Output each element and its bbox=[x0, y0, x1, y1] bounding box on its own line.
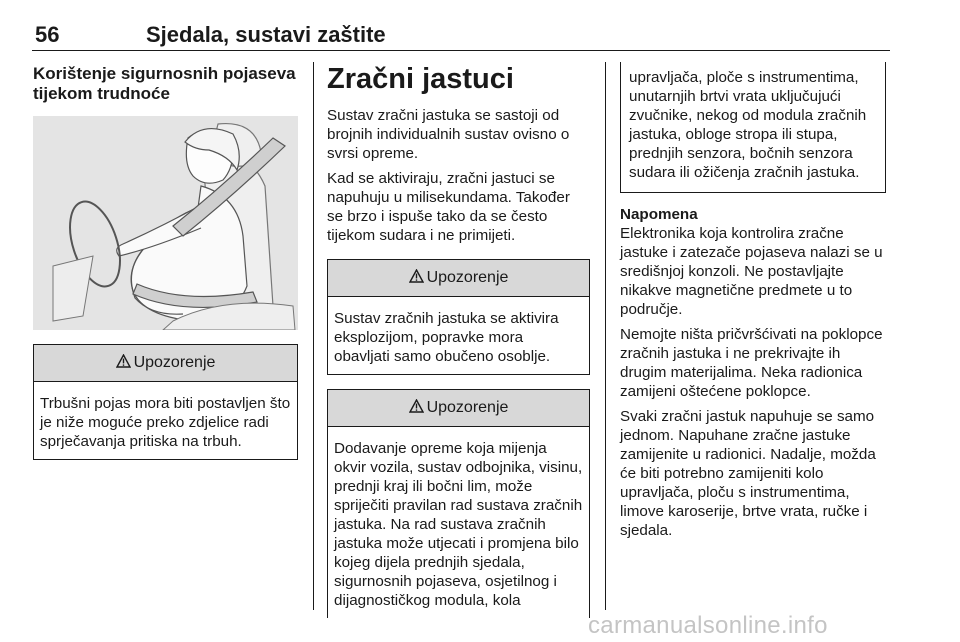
column-divider bbox=[313, 62, 314, 610]
header-rule bbox=[32, 50, 890, 51]
paragraph: Svaki zračni jastuk napuhuje se samo jednom. Napuhane zračne jastuke zamijenite u radionici. Nadalje, možda će biti potrebno zamijeniti kolo upravljača, ploču s instrumentima, limove karoserije, brtve vrata, ručke i sjedala. bbox=[620, 408, 876, 539]
paragraph: Sustav zračni jastuka se sastoji od brojnih individualnih sustav ovisno o svrsi opreme. bbox=[327, 107, 570, 162]
left-column bbox=[33, 64, 298, 460]
pregnant-woman-seatbelt-illustration bbox=[33, 116, 298, 330]
middle-column bbox=[327, 62, 590, 618]
right-column bbox=[620, 62, 886, 546]
warning-triangle-icon bbox=[116, 354, 131, 373]
warning-text: Dodavanje opreme koja mijenja okvir vozila, sustav odbojnika, visinu, prednji kraj ili bočni lim, može spriječiti pravilan rad sustava zračnih jastuka. Na rad sustava zračnih jastuka može utjecati i promjena bilo kojeg dijela prednjih sjedala, sigurnosnih pojaseva, osjetilnog i dijagnostičkog modula, kola bbox=[334, 440, 583, 609]
paragraph: Nemojte ništa pričvršćivati na poklopce zračnih jastuka i ne prekrivajte ih drugim materijalima. Neka radionica zamijeni oštećene poklopce. bbox=[620, 326, 883, 400]
chapter-title: Sjedala, sustavi zaštite bbox=[146, 22, 386, 47]
warning-title: Upozorenje bbox=[133, 354, 216, 371]
warning-header bbox=[328, 390, 589, 427]
warning-title: Upozorenje bbox=[426, 269, 509, 286]
warning-triangle-icon bbox=[409, 269, 424, 288]
warning-box bbox=[33, 344, 298, 460]
page-number: 56 bbox=[35, 22, 60, 47]
note-title: Napomena bbox=[620, 206, 698, 223]
watermark: carmanualsonline.info bbox=[588, 612, 828, 639]
warning-title: Upozorenje bbox=[426, 399, 509, 416]
page-header bbox=[32, 22, 932, 50]
section-heading-line: tijekom trudnoće bbox=[33, 84, 170, 103]
warning-box bbox=[327, 389, 590, 618]
warning-box bbox=[327, 259, 590, 375]
main-heading: Zračni jastuci bbox=[327, 63, 514, 95]
column-divider bbox=[605, 62, 606, 610]
warning-text: Trbušni pojas mora biti postavljen što je niže moguće preko zdjelice radi sprječavanja pritiska na trbuh. bbox=[40, 395, 291, 450]
warning-text: Sustav zračnih jastuka se aktivira eksplozijom, popravke mora obavljati samo obučeno osoblje. bbox=[334, 310, 559, 365]
section-heading-line: Korištenje sigurnosnih pojaseva bbox=[33, 64, 296, 83]
paragraph: Kad se aktiviraju, zračni jastuci se napuhuju u milisekundama. Također se brzo i ispuše tako da se često tijekom sudara i ne primijeti. bbox=[327, 170, 570, 244]
warning-continued-box: upravljača, ploče s instrumentima, unutarnjih brtvi vrata uključujući zvučnike, nekog od modula zračnih jastuka, obloge stropa ili stupa, prednjih senzora, bočnih senzora sudara ili ožičenja zračnih jastuka. bbox=[620, 62, 886, 193]
section-heading bbox=[33, 64, 298, 104]
warning-header bbox=[34, 345, 297, 382]
paragraph: Elektronika koja kontrolira zračne jastuke i zatezače pojaseva nalazi se u središnjoj konzoli. Ne postavljajte nikakve magnetične predmete u to područje. bbox=[620, 225, 883, 318]
warning-triangle-icon bbox=[409, 399, 424, 418]
warning-header bbox=[328, 260, 589, 297]
